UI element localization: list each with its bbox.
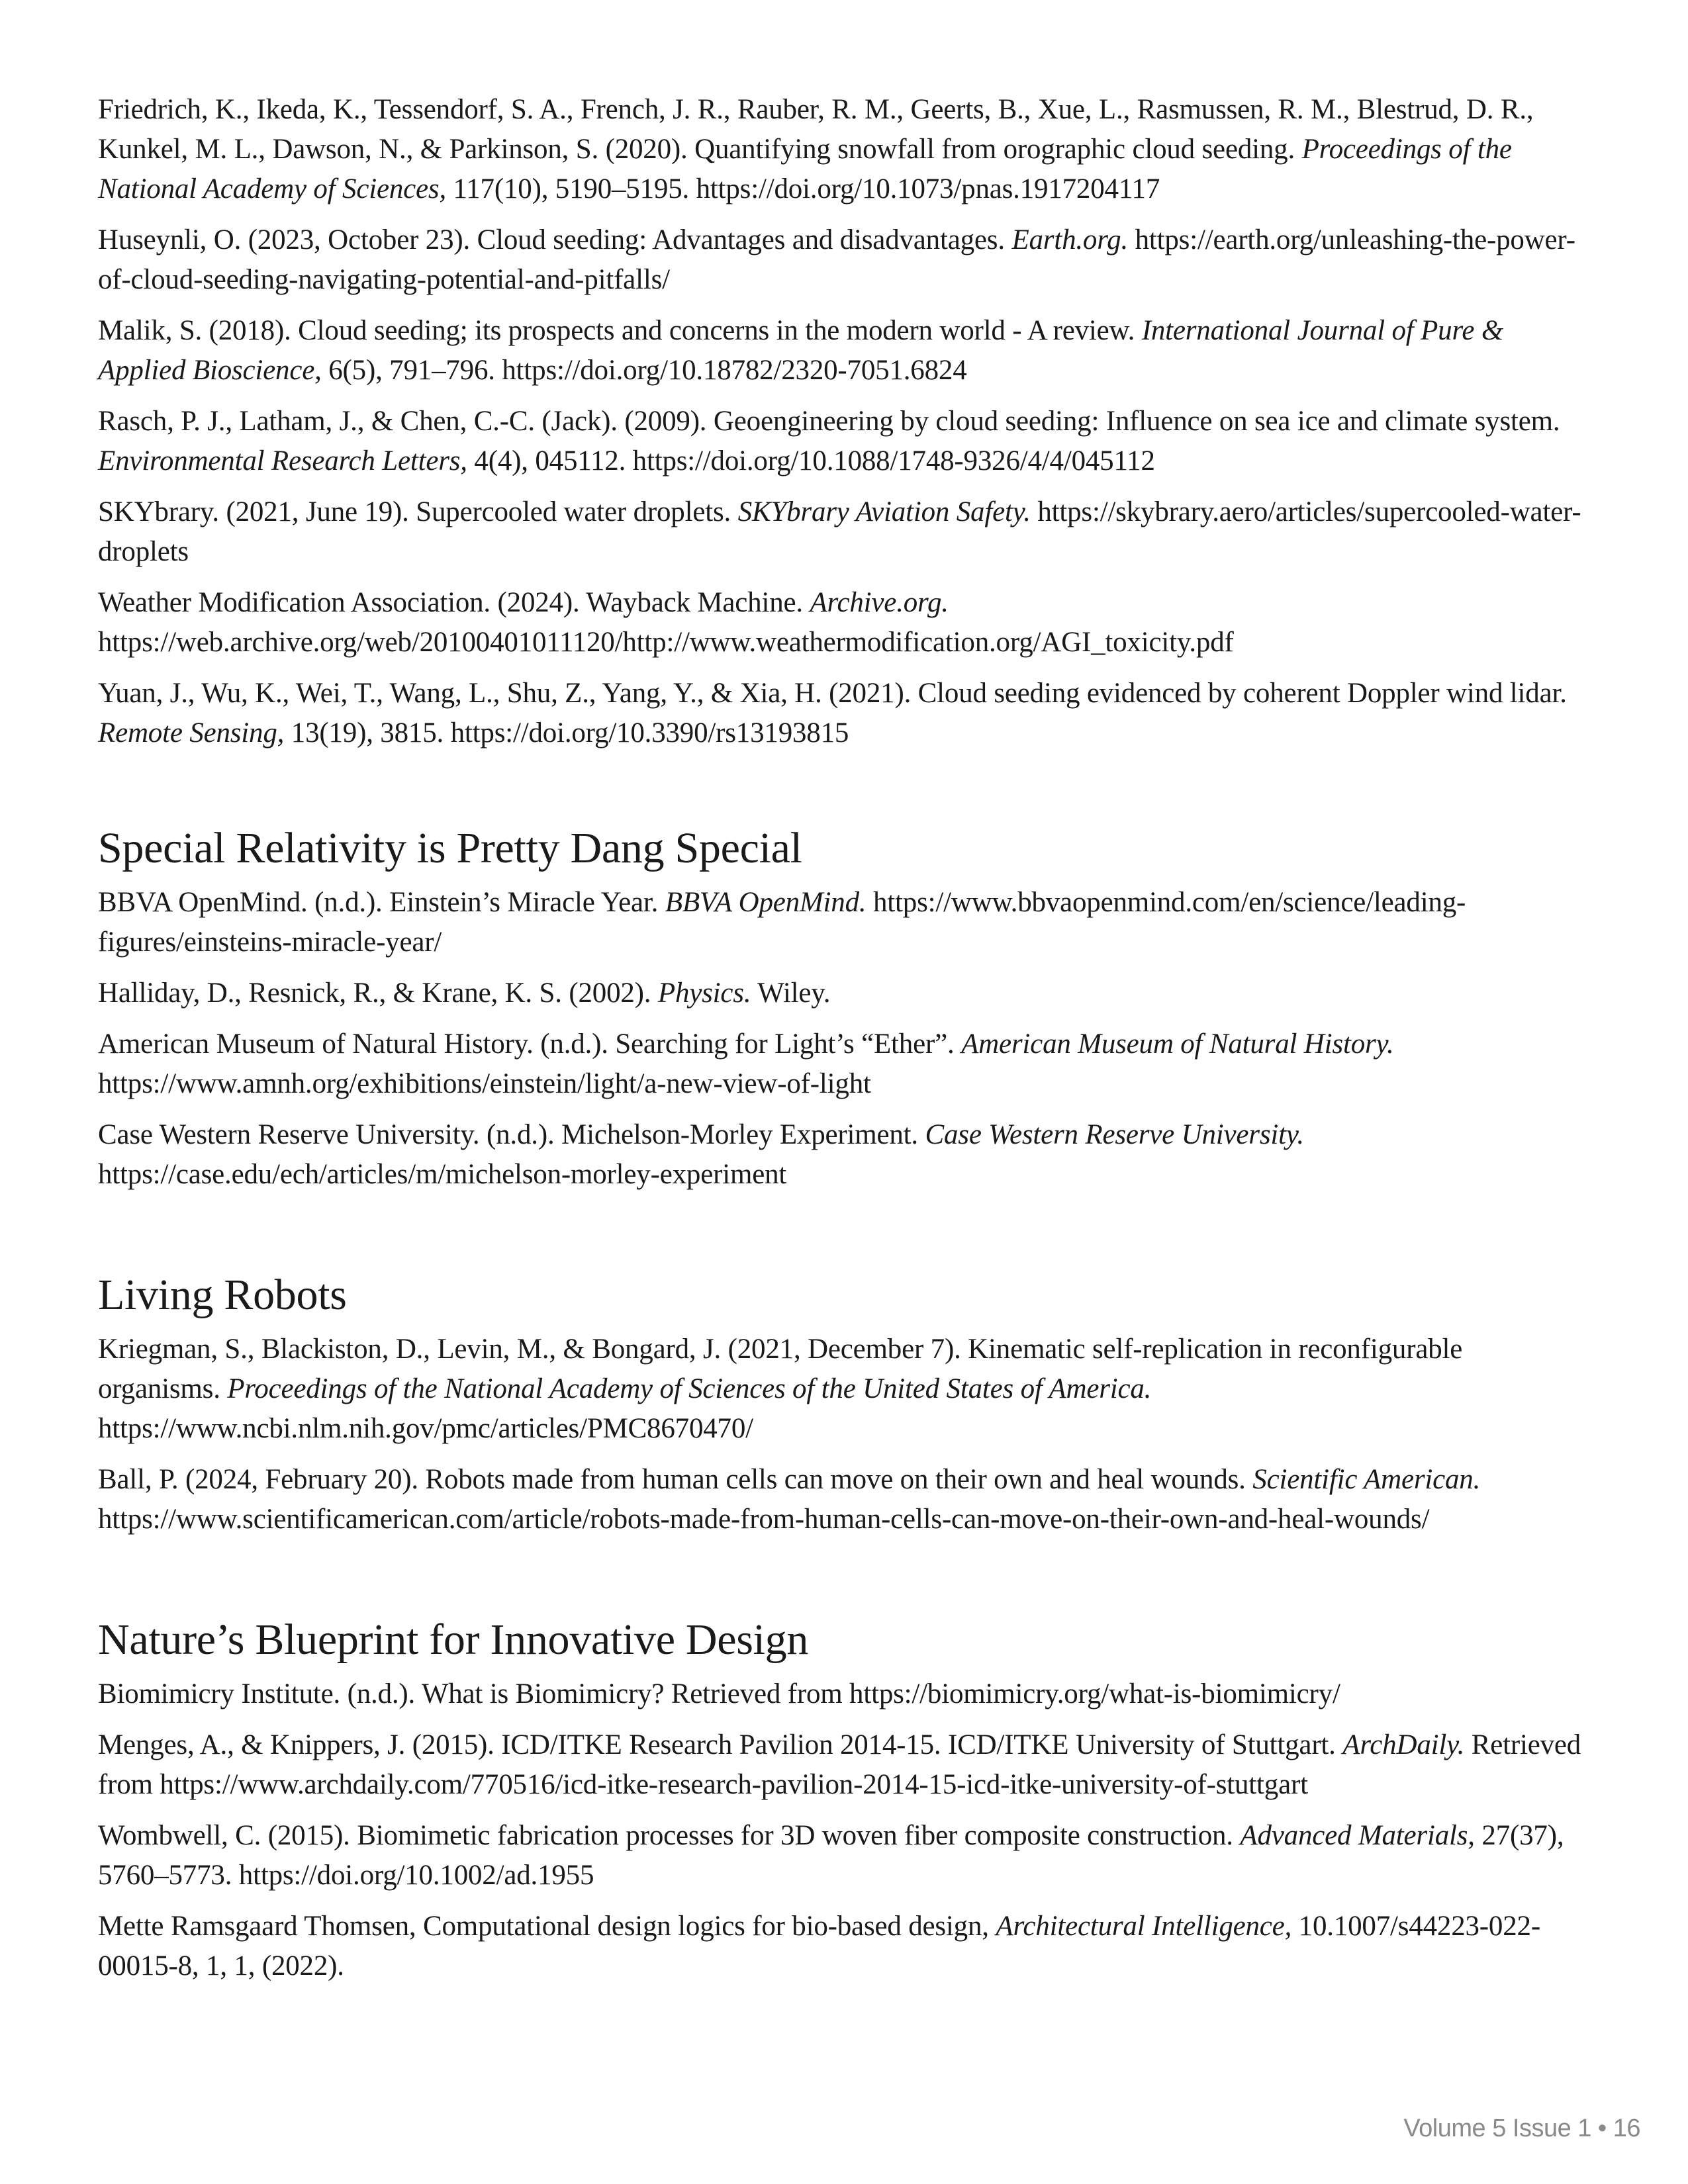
reference-item: Ball, P. (2024, February 20). Robots made from human cells can move on their own and heal wounds. Scientific American. https://www.scientificamerican.com/article/robots-made-from-human-cells-can-move-on-their-own-and-heal-wounds/ xyxy=(98,1464,1481,1535)
section-living-robots xyxy=(98,1269,1590,1539)
reference-item: Kriegman, S., Blackiston, D., Levin, M., & Bongard, J. (2021, December 7). Kinematic self-replication in reconfigurable organisms. Proceedings of the National Academy of Sciences of the United States of America. https://www.ncbi.nlm.nih.gov/pmc/articles/PMC8670470/ xyxy=(98,1334,1463,1444)
reference-item: Rasch, P. J., Latham, J., & Chen, C.-C. (Jack). (2009). Geoengineering by cloud seeding: Influence on sea ice and climate system. Environmental Research Letters, 4(4), 045112. https://doi.org/10.1088/1748-9326/4/4/045112 xyxy=(98,406,1560,477)
section-special-relativity xyxy=(98,822,1590,1195)
reference-item: Menges, A., & Knippers, J. (2015). ICD/ITKE Research Pavilion 2014-15. ICD/ITKE University of Stuttgart. ArchDaily. Retrieved from https://www.archdaily.com/770516/icd-itke-research-pavilion-2014-15-icd-itke-university-of-stuttgart xyxy=(98,1729,1581,1800)
separator-dot: • xyxy=(1597,2115,1607,2142)
reference-item: Yuan, J., Wu, K., Wei, T., Wang, L., Shu, Z., Yang, Y., & Xia, H. (2021). Cloud seeding evidenced by coherent Doppler wind lidar. Remote Sensing, 13(19), 3815. https://doi.org/10.3390/rs13193815 xyxy=(98,678,1567,749)
reference-item: Case Western Reserve University. (n.d.). Michelson-Morley Experiment. Case Western Reserve University. https://case.edu/ech/articles/m/michelson-morley-experiment xyxy=(98,1119,1304,1190)
reference-list-continued xyxy=(98,90,1590,753)
reference-item: American Museum of Natural History. (n.d.). Searching for Light’s “Ether”. American Museum of Natural History. https://www.amnh.org/exhibitions/einstein/light/a-new-view-of-light xyxy=(98,1028,1394,1099)
reference-item: Halliday, D., Resnick, R., & Krane, K. S. (2002). Physics. Wiley. xyxy=(98,978,831,1009)
reference-item: Biomimicry Institute. (n.d.). What is Biomimicry? Retrieved from https://biomimicry.org/what-is-biomimicry/ xyxy=(98,1678,1340,1709)
reference-item: Weather Modification Association. (2024). Wayback Machine. Archive.org. https://web.archive.org/web/20100401011120/http://www.weathermodification.org/AGI_toxicity.pdf xyxy=(98,587,1234,658)
reference-item: BBVA OpenMind. (n.d.). Einstein’s Miracle Year. BBVA OpenMind. https://www.bbvaopenmind.com/en/science/leading-figures/einsteins-miracle-year/ xyxy=(98,887,1466,958)
section-natures-blueprint xyxy=(98,1614,1590,1986)
volume-issue: Volume 5 Issue 1 xyxy=(1403,2115,1591,2142)
reference-item: Mette Ramsgaard Thomsen, Computational design logics for bio-based design, Architectural Intelligence, 10.1007/s44223-022-00015-8, 1, 1, (2022). xyxy=(98,1911,1540,1981)
section-heading: Nature’s Blueprint for Innovative Design xyxy=(98,1615,809,1664)
reference-item: Wombwell, C. (2015). Biomimetic fabrication processes for 3D woven fiber composite construction. Advanced Materials, 27(37), 5760–5773. https://doi.org/10.1002/ad.1955 xyxy=(98,1820,1564,1891)
reference-item: Huseynli, O. (2023, October 23). Cloud seeding: Advantages and disadvantages. Earth.org. https://earth.org/unleashing-the-power-of-cloud-seeding-navigating-potential-and-pitfalls/ xyxy=(98,224,1575,295)
reference-item: SKYbrary. (2021, June 19). Supercooled water droplets. SKYbrary Aviation Safety. https://skybrary.aero/articles/supercooled-water-droplets xyxy=(98,496,1581,567)
reference-item: Malik, S. (2018). Cloud seeding; its prospects and concerns in the modern world - A review. International Journal of Pure & Applied Bioscience, 6(5), 791–796. https://doi.org/10.18782/2320-7051.6824 xyxy=(98,315,1504,386)
reference-item: Friedrich, K., Ikeda, K., Tessendorf, S. A., French, J. R., Rauber, R. M., Geerts, B., Xue, L., Rasmussen, R. M., Blestrud, D. R., Kunkel, M. L., Dawson, N., & Parkinson, S. (2020). Quantifying snowfall from orographic cloud seeding. Proceedings of the National Academy of Sciences, 117(10), 5190–5195. https://doi.org/10.1073/pnas.1917204117 xyxy=(98,94,1534,205)
section-heading: Special Relativity is Pretty Dang Special xyxy=(98,824,802,872)
references-page xyxy=(98,90,1590,1997)
page-number: 16 xyxy=(1613,2115,1640,2142)
page-footer xyxy=(1403,2115,1640,2143)
section-heading: Living Robots xyxy=(98,1271,347,1319)
